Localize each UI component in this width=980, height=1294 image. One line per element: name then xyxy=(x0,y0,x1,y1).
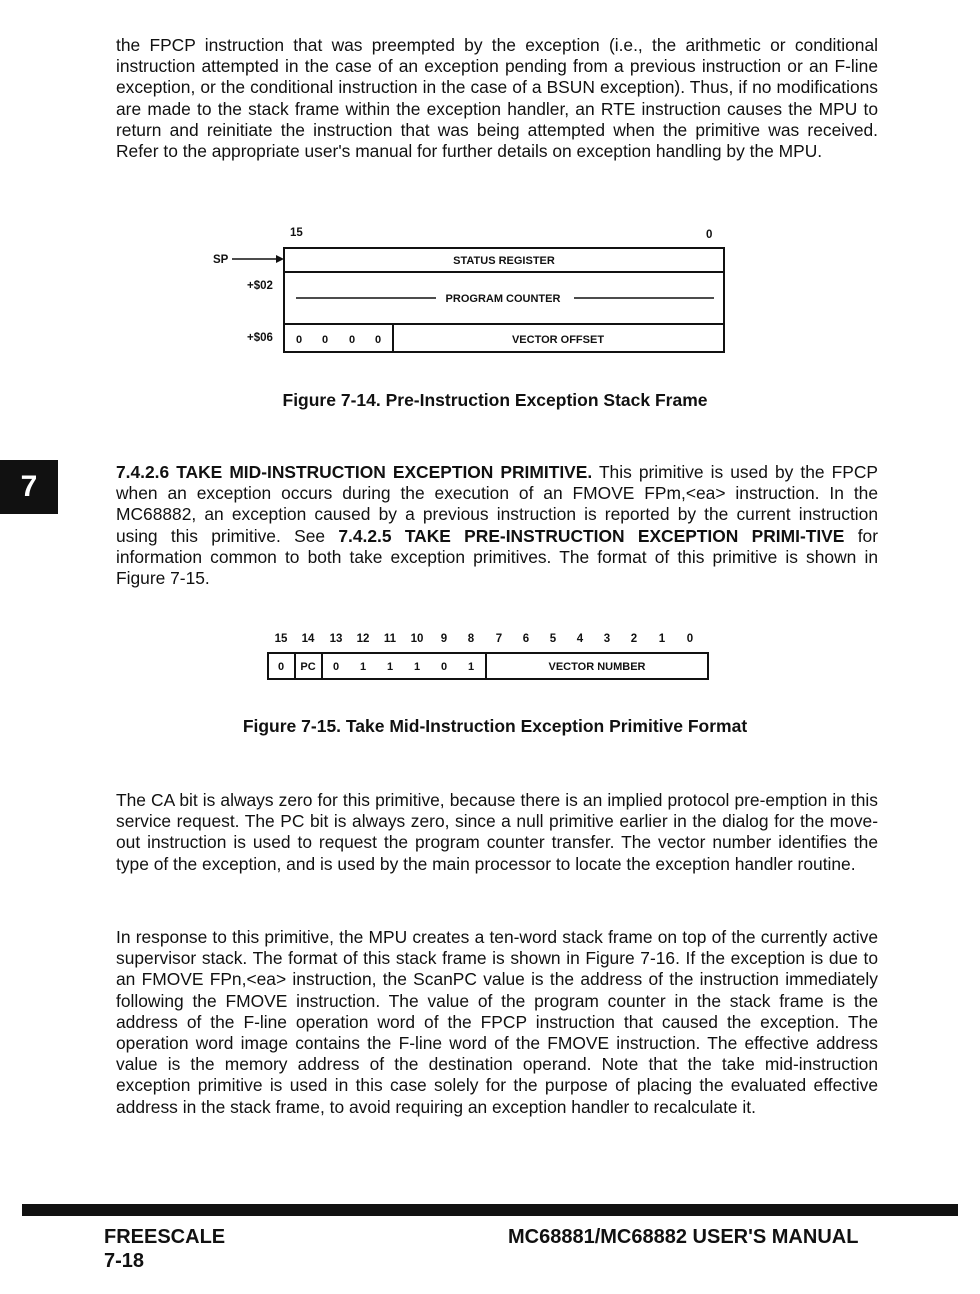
section-text-2: for information common to both take exception primitives. The format of this primitive is shown in Figure 7-15. xyxy=(116,525,878,589)
fig15-bit-numbers xyxy=(275,633,694,645)
figure-7-14-caption: Figure 7-14. Pre-Instruction Exception Stack Frame xyxy=(282,390,708,410)
program-counter-label: PROGRAM COUNTER xyxy=(445,293,561,305)
figure-7-15-caption: Figure 7-15. Take Mid-Instruction Exception Primitive Format xyxy=(242,716,748,736)
zero-bit: 0 xyxy=(296,334,303,346)
bit-number: 9 xyxy=(440,633,448,645)
field-bit: 1 xyxy=(386,661,394,673)
section-cross-reference: 7.4.2.5 TAKE PRE-INSTRUCTION EXCEPTION PRIMI-TIVE xyxy=(338,525,845,546)
fig14-sp-label: SP xyxy=(213,254,229,266)
field-bit: 1 xyxy=(413,661,421,673)
section-text-1: This primitive is used by the FPCP when an exception occurs during the execution of an FMOVE FPm,<ea> instruction. In the MC68882, an exception caused by a previous instruction is reported by the current instruction using this primitive. See xyxy=(116,462,878,546)
footer-publisher: FREESCALE xyxy=(104,1226,226,1248)
bit-number: 12 xyxy=(356,633,370,645)
bit-number: 1 xyxy=(658,633,666,645)
response-paragraph: In response to this primitive, the MPU creates a ten-word stack frame on top of the currently active supervisor stack. The format of this stack frame is shown in Figure 7-16. If the exception is due to an FMOVE FPn,<ea> instruction, the ScanPC value is the address of the instruction immediately following the FMOVE instruction. The value of the program counter in the stack frame is the address of the F-line operation word of the FPCP instruction that caused the exception. The operation word image contains the F-line word of the FMOVE instruction. The effective address value is the memory address of the destination operand. Note that the take mid-instruction exception primitive is used in this case solely for the purpose of placing the evaluated effective address in the stack frame, to avoid requiring an exception handler to recalculate it. xyxy=(116,927,878,1117)
zero-bit: 0 xyxy=(375,334,382,346)
bit-number: 11 xyxy=(383,633,397,645)
bit-number: 3 xyxy=(603,633,611,645)
bit-number: 13 xyxy=(329,633,343,645)
footer-rule xyxy=(22,1204,958,1216)
intro-paragraph: the FPCP instruction that was preempted by the exception (i.e., the arithmetic or conditional instruction attempted in the case of an exception pending from a previous instruction or an F-line exception, or the conditional instruction in the case of a BSUN exception). Thus, if no modifications are made to the stack frame within the exception handler, an RTE instruction causes the MPU to return and reinitiate the instruction that was being attempted when the primitive was received. Refer to the appropriate user's manual for further details on exception handling by the MPU. xyxy=(116,35,878,162)
footer-page-number: 7-18 xyxy=(104,1250,145,1272)
bit-number: 8 xyxy=(467,633,475,645)
bit-number: 15 xyxy=(274,633,288,645)
field-bit: 0 xyxy=(332,661,340,673)
vector-number-label: VECTOR NUMBER xyxy=(548,661,646,673)
field-bit: 0 xyxy=(277,661,285,673)
bit-number: 0 xyxy=(686,633,694,645)
field-pc: PC xyxy=(300,661,316,673)
bit-number: 2 xyxy=(630,633,638,645)
bit-number: 14 xyxy=(301,633,315,645)
bit-number: 7 xyxy=(495,633,503,645)
field-bit: 0 xyxy=(440,661,448,673)
section-heading: 7.4.2.6 TAKE MID-INSTRUCTION EXCEPTION PRIMITIVE. xyxy=(116,462,593,482)
fig14-offset-06: +$06 xyxy=(247,332,273,344)
zero-bit: 0 xyxy=(349,334,356,346)
footer-manual-title: MC68881/MC68882 USER'S MANUAL xyxy=(508,1226,859,1248)
status-register-label: STATUS REGISTER xyxy=(453,255,555,267)
field-bit: 1 xyxy=(359,661,367,673)
bit-number: 5 xyxy=(549,633,557,645)
field-bit: 1 xyxy=(467,661,475,673)
fig14-bit-low: 0 xyxy=(706,229,713,241)
fig14-bit-high: 15 xyxy=(290,227,303,239)
fig14-offset-02: +$02 xyxy=(247,280,273,292)
bit-number: 4 xyxy=(576,633,584,645)
bit-number: 10 xyxy=(410,633,424,645)
bit-number: 6 xyxy=(522,633,530,645)
zero-bit: 0 xyxy=(322,334,329,346)
chapter-tab: 7 xyxy=(0,460,58,514)
ca-bit-paragraph: The CA bit is always zero for this primitive, because there is an implied protocol pre-emption in this service request. The PC bit is always zero, since a null primitive earlier in the dialog for the move-out instruction is used to request the program counter transfer. The vector number identifies the type of the exception, and is used by the main processor to locate the exception handler routine. xyxy=(116,790,878,874)
vector-offset-label: VECTOR OFFSET xyxy=(511,334,605,346)
